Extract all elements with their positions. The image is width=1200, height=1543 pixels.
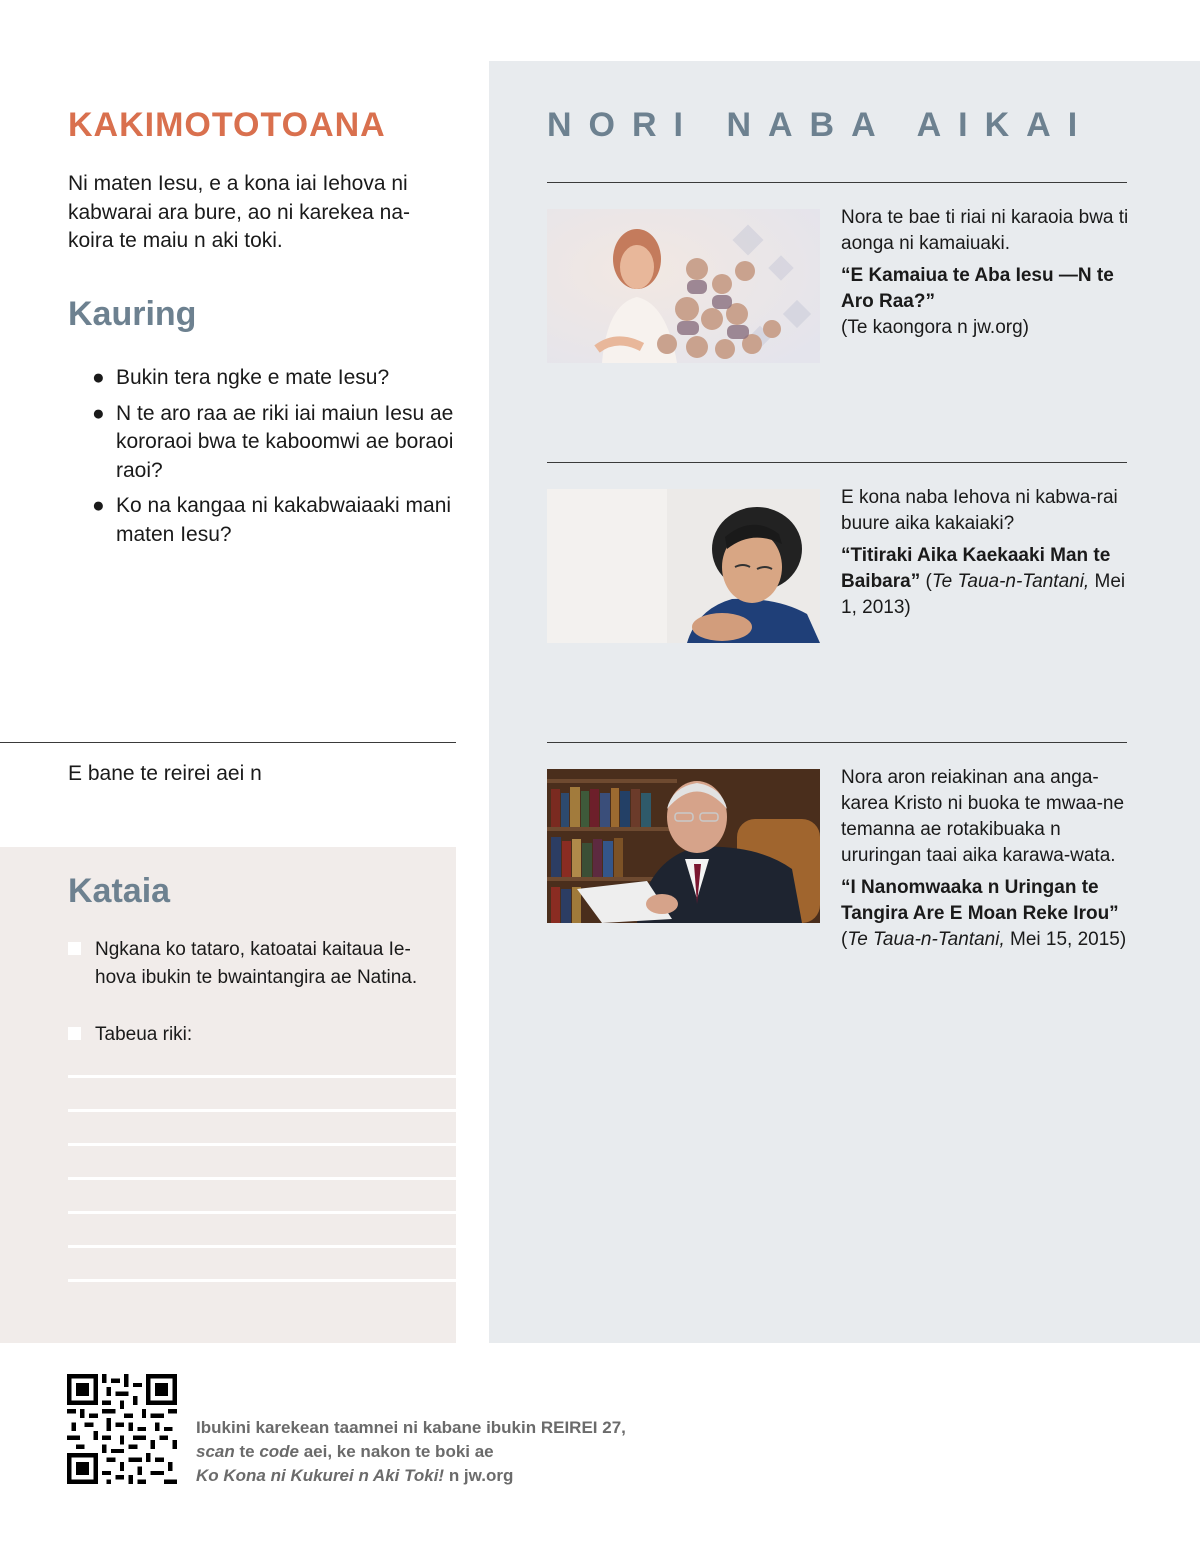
footer-line: scan te code aei, ke nakon te boki ae <box>196 1442 494 1461</box>
writing-line[interactable] <box>68 1245 456 1248</box>
list-item <box>92 364 462 393</box>
review-question: Bukin tera ngke e mate Iesu? <box>116 366 390 389</box>
article-description: E kona naba Iehova ni kabwa-rai buure aika kakaiaki? <box>841 487 1118 534</box>
article-2-text <box>841 485 1131 621</box>
article-3-text <box>841 765 1131 953</box>
publication-name: Te Taua-n-Tantani, <box>847 929 1005 950</box>
footer-note <box>196 1416 626 1488</box>
article-description: Nora te bae ti riai ni karaoia bwa ti aonga ni kamaiuaki. <box>841 207 1129 254</box>
further-reading-heading: NORI NABA AIKAI <box>547 106 1095 144</box>
review-heading: Kauring <box>68 295 197 333</box>
list-item <box>92 492 462 549</box>
completed-date-label[interactable]: E bane te reirei aei n <box>68 762 262 785</box>
praying-man-photo[interactable] <box>547 489 820 643</box>
writing-line[interactable] <box>68 1177 456 1180</box>
review-question-list <box>92 364 462 556</box>
article-citation: (Te Taua-n-Tantani, Mei 15, 2015) <box>841 929 1127 950</box>
bullet-icon: ● <box>92 494 105 517</box>
article-source: (Te kaongora n jw.org) <box>841 317 1029 338</box>
publication-name: Te Taua-n-Tantani, <box>931 571 1090 592</box>
summary-text: Ni maten Iesu, e a kona iai Iehova ni kabwarai ara bure, ao ni karekea na-koira te maiu n aki toki. <box>68 172 411 252</box>
article-citation: “Titiraki Aika Kaekaaki Man te Baibara” (Te Taua-n-Tantani, Mei 1, 2013) <box>841 545 1126 618</box>
divider <box>547 742 1127 743</box>
divider <box>0 742 456 743</box>
goal-item <box>68 936 438 992</box>
footer-link[interactable]: n jw.org <box>444 1466 514 1485</box>
man-reading-in-library-photo[interactable] <box>547 769 820 923</box>
goal-item <box>68 1021 438 1049</box>
bullet-icon: ● <box>92 401 105 425</box>
writing-line[interactable] <box>68 1211 456 1214</box>
article-description: Nora aron reiakinan ana anga-karea Kristo ni buoka te mwaa-ne temanna ae rotakibuaka n ururingan taai aika karawa-wata. <box>841 767 1125 866</box>
article-link[interactable]: “Titiraki Aika Kaekaaki Man te Baibara” <box>841 545 1111 592</box>
article-1-text <box>841 205 1131 341</box>
goal-label: Tabeua riki: <box>95 1024 193 1045</box>
goal-label: Ngkana ko tataro, katoatai kaitaua Ie-hova ibukin te bwaintangira ae Natina. <box>95 939 418 988</box>
list-item <box>92 400 462 486</box>
writing-line[interactable] <box>68 1075 456 1078</box>
goal-checkbox[interactable] <box>68 942 81 955</box>
bullet-icon: ● <box>92 366 105 389</box>
jesus-with-people-illustration[interactable] <box>547 209 820 363</box>
goal-checkbox[interactable] <box>68 1027 81 1040</box>
article-link[interactable]: “E Kamaiua te Aba Iesu —N te Aro Raa?” <box>841 265 1114 312</box>
book-title: Ko Kona ni Kukurei n Aki Toki! <box>196 1466 445 1485</box>
qr-code[interactable] <box>67 1374 177 1484</box>
divider <box>547 182 1127 183</box>
article-link[interactable]: “I Nanomwaaka n Uringan te Tangira Are E Moan Reke Irou” <box>841 877 1119 924</box>
goals-panel <box>0 847 456 1343</box>
writing-line[interactable] <box>68 1143 456 1146</box>
writing-line[interactable] <box>68 1109 456 1112</box>
footer-line: Ibukini karekean taamnei ni kabane ibukin REIREI 27, <box>196 1418 626 1437</box>
review-question: Ko na kangaa ni kakabwaiaaki mani maten Iesu? <box>116 494 452 546</box>
summary-heading: KAKIMOTOTOANA <box>68 106 386 144</box>
review-question: N te aro raa ae riki iai maiun Iesu ae kororaoi bwa te kaboomwi ae boraoi raoi? <box>116 401 454 482</box>
goals-heading: Kataia <box>68 872 171 910</box>
footer-line <box>196 1464 626 1488</box>
divider <box>547 462 1127 463</box>
writing-line[interactable] <box>68 1279 456 1282</box>
